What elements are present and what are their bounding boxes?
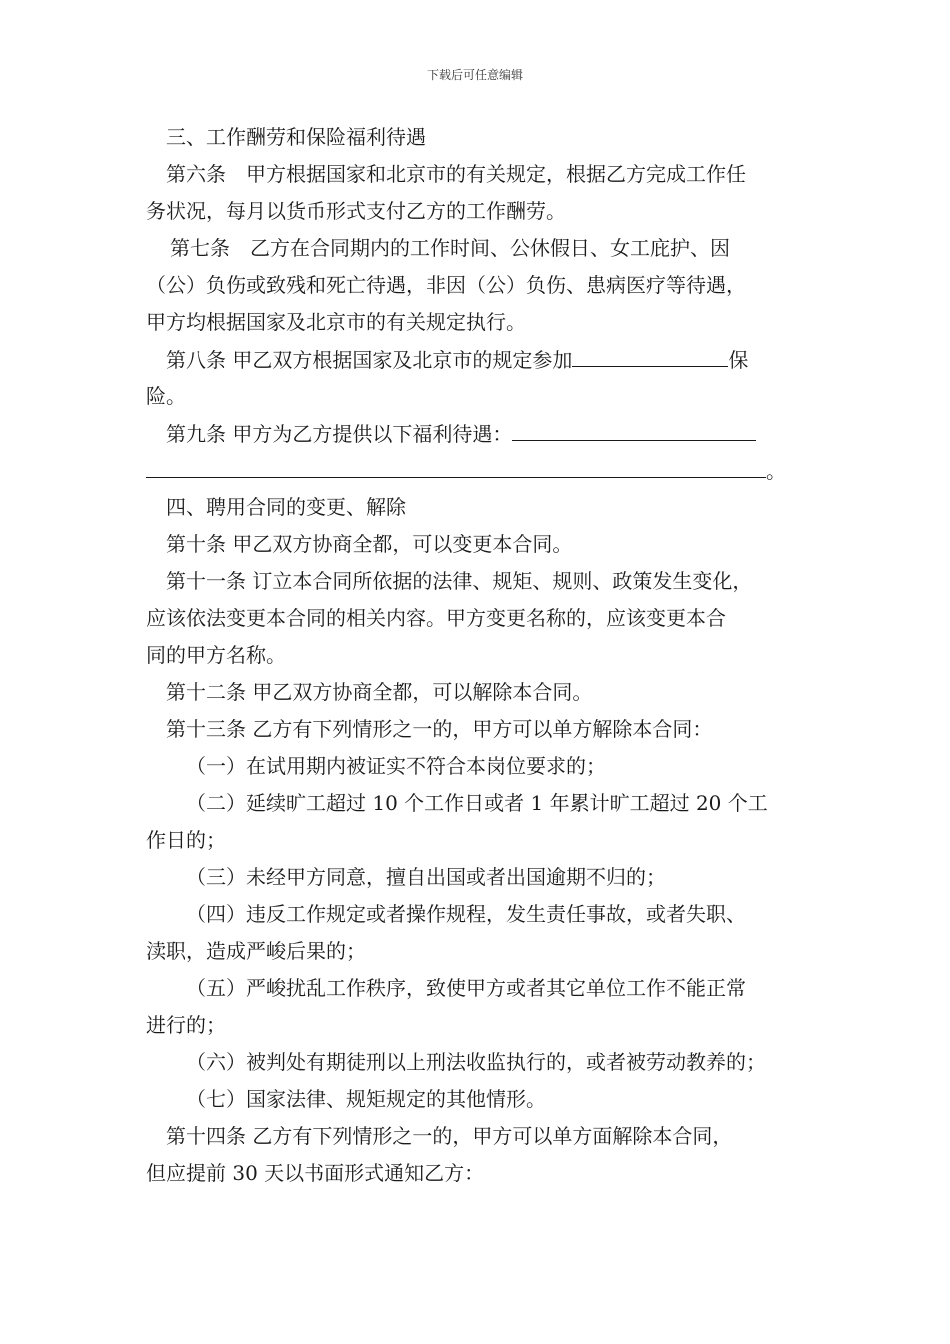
item-6: （六）被判处有期徒刑以上刑法收监执行的，或者被劳动教养的；	[186, 1050, 766, 1074]
page-header: 下载后可任意编辑	[426, 68, 523, 82]
article-14-line-1: 第十四条 乙方有下列情形之一的，甲方可以单方面解除本合同，	[166, 1124, 733, 1148]
article-11-line-3: 同的甲方名称。	[146, 643, 286, 667]
item-1: （一）在试用期内被证实不符合本岗位要求的；	[186, 754, 606, 778]
article-11-line-1: 第十一条 订立本合同所依据的法律、规矩、规则、政策发生变化，	[166, 569, 753, 593]
item-4-line-2: 渎职，造成严峻后果的；	[146, 939, 366, 963]
item-2-line-1: （二）延续旷工超过 10 个工作日或者 1 年累计旷工超过 20 个工	[186, 791, 768, 815]
article-9-end: 。	[766, 459, 786, 483]
article-8-text: 第八条 甲乙双方根据国家及北京市的规定参加	[166, 348, 573, 372]
article-12: 第十二条 甲乙双方协商全都，可以解除本合同。	[166, 680, 593, 704]
article-14-line-2: 但应提前 30 天以书面形式通知乙方：	[146, 1161, 485, 1185]
welfare-blank-2	[146, 457, 766, 478]
section-4-title: 四、聘用合同的变更、解除	[166, 495, 406, 519]
item-4-line-1: （四）违反工作规定或者操作规程，发生责任事故，或者失职、	[186, 902, 746, 926]
article-13: 第十三条 乙方有下列情形之一的，甲方可以单方解除本合同：	[166, 717, 713, 741]
article-7-line-3: 甲方均根据国家及北京市的有关规定执行。	[146, 310, 526, 334]
item-2-line-2: 作日的；	[146, 828, 226, 852]
article-6-line-2: 务状况，每月以货币形式支付乙方的工作酬劳。	[146, 199, 566, 223]
insurance-blank	[572, 346, 728, 367]
item-5-line-2: 进行的；	[146, 1013, 226, 1037]
article-9-text: 第九条 甲方为乙方提供以下福利待遇：	[166, 422, 513, 446]
article-9-line-2	[146, 457, 786, 484]
article-9-line-1	[166, 420, 756, 447]
article-7-line-2: （公）负伤或致残和死亡待遇，非因（公）负伤、患病医疗等待遇，	[146, 273, 746, 297]
article-10: 第十条 甲乙双方协商全都，可以变更本合同。	[166, 532, 573, 556]
article-8-tail: 保	[728, 348, 749, 372]
article-8-line-1	[166, 346, 748, 373]
item-7: （七）国家法律、规矩规定的其他情形。	[186, 1087, 546, 1111]
welfare-blank-1	[512, 420, 756, 441]
article-7-line-1: 第七条 乙方在合同期内的工作时间、公休假日、女工庇护、因	[170, 236, 730, 260]
section-3-title: 三、工作酬劳和保险福利待遇	[166, 125, 426, 149]
item-3: （三）未经甲方同意，擅自出国或者出国逾期不归的；	[186, 865, 666, 889]
article-8-line-2: 险。	[146, 384, 186, 408]
item-5-line-1: （五）严峻扰乱工作秩序，致使甲方或者其它单位工作不能正常	[186, 976, 746, 1000]
article-11-line-2: 应该依法变更本合同的相关内容。甲方变更名称的，应该变更本合	[146, 606, 726, 630]
article-6-line-1: 第六条 甲方根据国家和北京市的有关规定，根据乙方完成工作任	[166, 162, 746, 186]
